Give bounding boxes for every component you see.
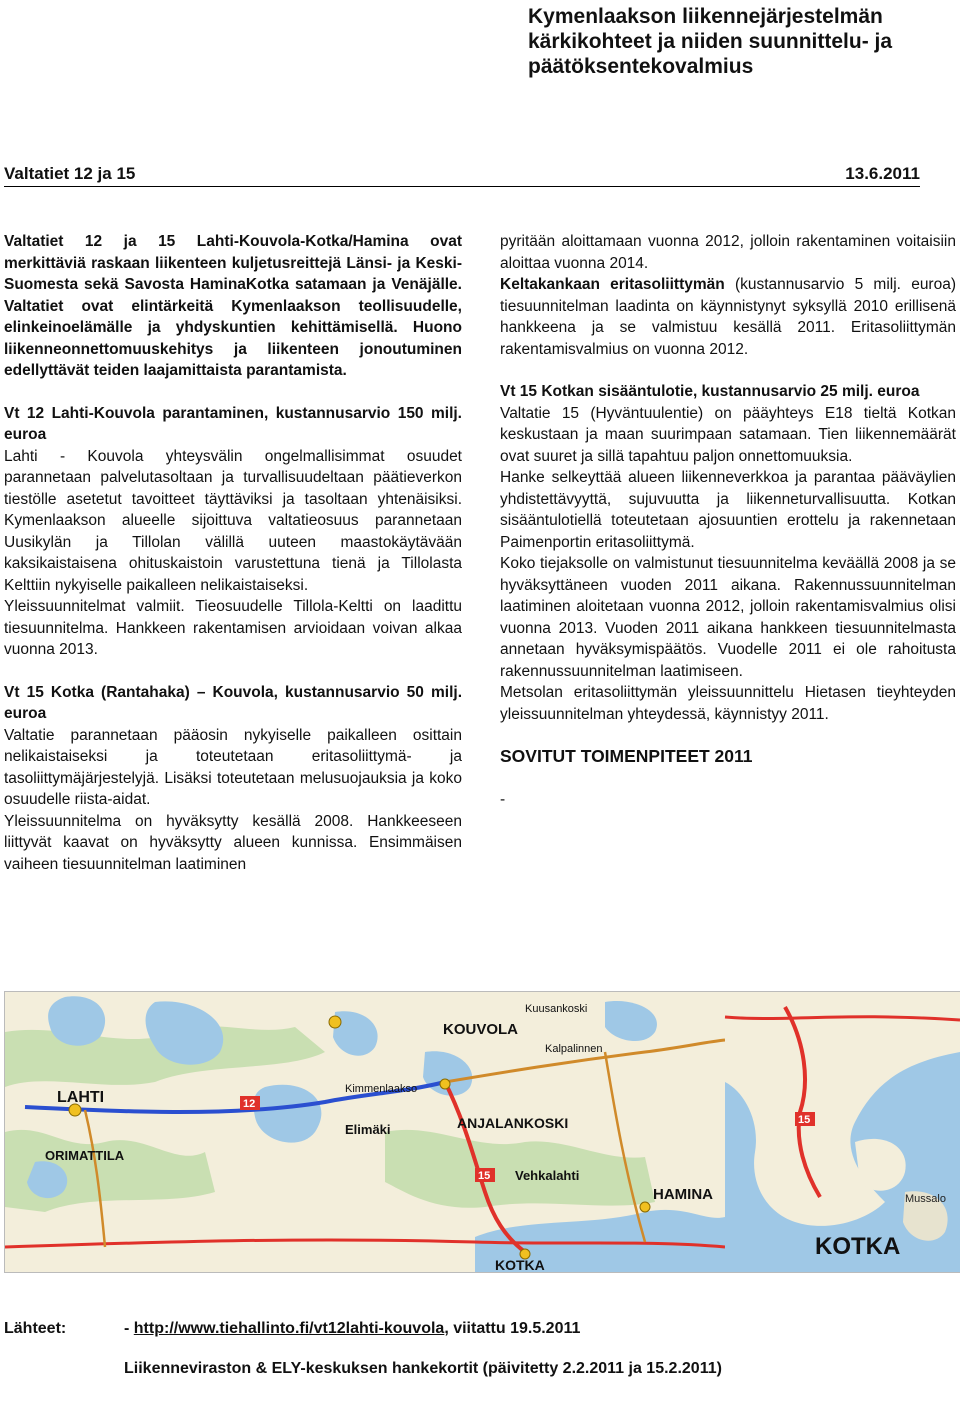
- map-label-hamina: HAMINA: [653, 1186, 713, 1203]
- keltakangas-text: (kustannusarvio 5 milj. euroa) tiesuunnitelman laadinta on käynnistynyt syksyllä 2010 erillisenä hankkeena ja se valmistuu kesällä 2011. Eritasoliittymän rakentamisvalmius on vuonna 2012.: [500, 276, 956, 358]
- paragraph: Lahti - Kouvola yhteysvälin ongelmallisimmat osuudet parannetaan palvelutasoltaan ja turvallisuudeltaan päätieverkon tiestölle asetetut tavoitteet täyttäviksi ja tasoltaan yhtenäisiksi. Kymenlaakson alueelle sijoittuva valtatieosuus parannetaan Uusikylän ja Tillolan välillä uuteen maastokäytävään kaksikaistaisena ohituskaistoin varustettuna tienä ja Tillolasta Kelttiin nykyiselle paikalleen nelikaistaiseksi.: [4, 447, 462, 594]
- left-column: [4, 231, 462, 875]
- map-label-vehkalahti: Vehkalahti: [515, 1168, 580, 1183]
- source-2: Liikenneviraston & ELY-keskuksen hankekortit (päivitetty 2.2.2011 ja 15.2.2011): [124, 1360, 722, 1377]
- source-1: [124, 1318, 580, 1340]
- paragraph: Metsolan eritasoliittymän yleissuunnittelu Hietasen tieyhteyden yleissuunnitelman yhteydessä, käynnistyy 2011.: [500, 684, 956, 723]
- map-label-kalpalinnen: Kalpalinnen: [545, 1043, 603, 1055]
- route-maps: [4, 991, 960, 1273]
- paragraph: Valtatie parannetaan pääosin nykyiselle paikalleen osittain nelikaistaiseksi ja toteutetaan eritasoliittymä- ja tasoliittymäjärjestelyjä. Lisäksi toteutetaan melusuojauksia ja koko osuudelle riista-aidat.: [4, 726, 462, 808]
- map-label-kotka-small: KOTKA: [495, 1257, 545, 1272]
- map-label-kimmenlaakso: Kimmenlaakso: [345, 1083, 418, 1095]
- map-label-orimattila: ORIMATTILA: [45, 1148, 125, 1163]
- map-label-lahti: LAHTI: [57, 1089, 105, 1106]
- route-number-12: 12: [243, 1098, 256, 1110]
- town-marker: [640, 1202, 650, 1212]
- map-label-mussalo: Mussalo: [905, 1193, 946, 1205]
- town-marker: [440, 1079, 450, 1089]
- map-label-elimaki: Elimäki: [345, 1122, 391, 1137]
- paragraph: Yleissuunnitelma on hyväksytty kesällä 2008. Hankkeeseen liittyvät kaavat on hyväksytty alueen kunnissa. Ensimmäisen vaiheen tiesuunnitelman laatiminen: [4, 812, 462, 873]
- route-number-15-inset: 15: [798, 1114, 811, 1126]
- sovitut-item: -: [500, 790, 506, 808]
- paragraph-keltakangas: [500, 274, 956, 360]
- paragraph: Hanke selkeyttää alueen liikenneverkkoa ja parantaa pääväylien yhdistettävyyttä, sujuvuutta ja liikenneturvallisuutta. Kotkan sisääntulotiellä toteutetaan ajosuuntien erottelu ja rakennetaan Paimenportin eritasoliittymä.: [500, 469, 956, 551]
- map-svg: [5, 992, 960, 1272]
- route-number-15: 15: [478, 1170, 491, 1182]
- town-marker: [329, 1016, 341, 1028]
- map-label-kuusankoski: Kuusankoski: [525, 1003, 588, 1015]
- sources-label: Lähteet:: [4, 1320, 67, 1337]
- paragraph: Koko tiejaksolle on valmistunut tiesuunnitelma keväällä 2008 ja se hyväksyttäneen vuoden 2011 aikana. Rakennussuunnitelman laatiminen aloitetaan vuonna 2012, jolloin rakentamisvalmius olisi vuonna 2013. Vuoden 2011 aikana hankkeen tiesuunnitelmasta annetaan hyväksymispäätös. Vuodelle 2011 ei ole rahoitusta rakennussuunnitelman laatimiseen.: [500, 555, 956, 680]
- subheader: [4, 164, 920, 186]
- keltakangas-heading: Keltakankaan eritasoliittymän: [500, 276, 725, 293]
- source-1-link[interactable]: http://www.tiehallinto.fi/vt12lahti-kouvola: [133, 1320, 445, 1337]
- right-column: [500, 231, 956, 810]
- map-label-kotka: KOTKA: [815, 1233, 901, 1260]
- section-heading-kotka: Vt 15 Kotkan sisääntulotie, kustannusarvio 25 milj. euroa: [500, 383, 920, 400]
- paragraph: Valtatie 15 (Hyväntuulentie) on pääyhteys E18 tieltä Kotkan keskustaan ja maan suurimpaan satamaan. Tien liikennemäärät ovat suuret ja sillä tapahtuu paljon onnettomuuksia.: [500, 404, 956, 465]
- section-heading-vt12: Vt 12 Lahti-Kouvola parantaminen, kustannusarvio 150 milj. euroa: [4, 404, 462, 443]
- paragraph: Yleissuunnitelmat valmiit. Tieosuudelle Tillola-Keltti on laadittu tiesuunnitelma. Hankkeen rakentamisen arvioidaan voivan alkaa vuonna 2013.: [4, 598, 462, 658]
- section-heading-vt15: Vt 15 Kotka (Rantahaka) – Kouvola, kustannusarvio 50 milj. euroa: [4, 683, 462, 722]
- document-title: Kymenlaakson liikennejärjestelmän kärkikohteet ja niiden suunnittelu- ja päätöksentekovalmius: [528, 5, 893, 78]
- subheader-date: 13.6.2011: [845, 164, 920, 183]
- intro-paragraph: Valtatiet 12 ja 15 Lahti-Kouvola-Kotka/Hamina ovat merkittäviä raskaan liikenteen kuljetusreittejä Länsi- ja Keski-Suomesta sekä Savosta HaminaKotka satamaan ja Venäjälle. Valtatiet ovat elintärkeitä Kymenlaakson teollisuudelle, elinkeinoelämälle ja yhdyskuntien kehittämisellä. Huono liikenneonnettomuuskehitys ja liikenteen jonoutuminen edellyttävät teiden laajamittaista parantamista.: [4, 233, 462, 379]
- divider: [4, 186, 920, 187]
- map-label-kouvola: KOUVOLA: [443, 1021, 518, 1038]
- subheader-topic: Valtatiet 12 ja 15: [4, 164, 136, 183]
- paragraph: pyritään aloittamaan vuonna 2012, jolloin rakentaminen voitaisiin aloittaa vuonna 2014.: [500, 233, 956, 272]
- sovitut-heading: SOVITUT TOIMENPITEET 2011: [500, 746, 753, 766]
- map-label-anjalankoski: ANJALANKOSKI: [457, 1115, 569, 1131]
- source-1-prefix: -: [124, 1320, 134, 1337]
- source-1-suffix: , viitattu 19.5.2011: [444, 1320, 581, 1337]
